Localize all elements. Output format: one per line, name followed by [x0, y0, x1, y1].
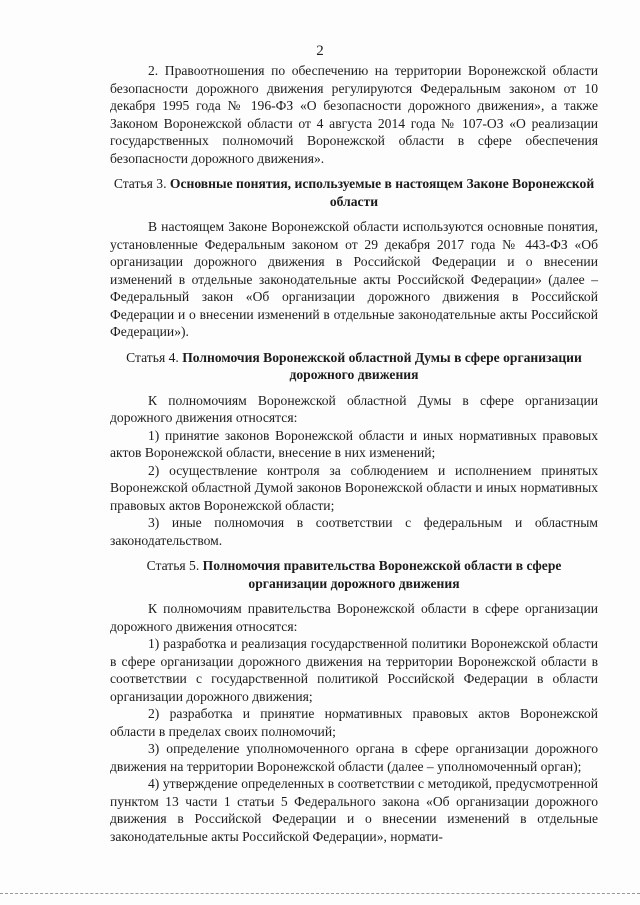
article5-item-3: 3) определение уполномоченного органа в сфере организации дорожного движения на территории Воронежской области (далее – уполномоченный орган); — [110, 741, 598, 774]
article5-title: Полномочия правительства Воронежской области в сфере организации дорожного движения — [202, 558, 562, 591]
page-bottom-edge — [0, 893, 640, 894]
article5-item-2: 2) разработка и принятие нормативных правовых актов Воронежской области в пределах своих полномочий; — [110, 706, 598, 739]
article4-heading — [110, 349, 598, 384]
article4-item-3: 3) иные полномочия в соответствии с федеральным и областным законодательством. — [110, 515, 598, 548]
article4-title: Полномочия Воронежской областной Думы в сфере организации дорожного движения — [182, 349, 582, 382]
article5-intro: К полномочиям правительства Воронежской области в сфере организации дорожного движения относятся: — [110, 601, 598, 634]
article3-label: Статья 3. — [113, 176, 167, 191]
article5-heading — [110, 557, 598, 592]
article3-text: В настоящем Законе Воронежской области используются основные понятия, установленные Федеральным законом от 29 декабря 2017 года № 443-ФЗ «Об организации дорожного движения в Российской Федерации и о внесении изменений в отдельные законодательные акты Российской Федерации» (далее – Федеральный закон «Об организации дорожного движения в Российской Федерации и о внесении изменений в отдельные законодательные акты Российской Федерации»). — [110, 219, 598, 339]
document-body — [110, 62, 598, 845]
article3-title: Основные понятия, используемые в настоящем Законе Воронежской области — [169, 176, 595, 209]
article3-heading — [110, 175, 598, 210]
paragraph-article2-part2: 2. Правоотношения по обеспечению на территории Воронежской области безопасности дорожного движения регулируются Федеральным законом от 10 декабря 1995 года № 196-ФЗ «О безопасности дорожного движения», а также Законом Воронежской области от 4 августа 2014 года № 107-ОЗ «О реализации государственных полномочий Воронежской области в сфере обеспечения безопасности дорожного движения». — [110, 63, 598, 166]
article4-intro: К полномочиям Воронежской областной Думы в сфере организации дорожного движения относятся: — [110, 392, 598, 425]
article4-item-1: 1) принятие законов Воронежской области и иных нормативных правовых актов Воронежской области, внесение в них изменений; — [110, 427, 598, 460]
article5-item-1: 1) разработка и реализация государственной политики Воронежской области в сфере организации дорожного движения на территории Воронежской области в соответствии с государственной политикой Российской Федерации в области организации дорожного движения; — [110, 636, 598, 704]
article4-item-2: 2) осуществление контроля за соблюдением и исполнением принятых Воронежской областной Думой законов Воронежской области и иных нормативных правовых актов Воронежской области; — [110, 462, 598, 513]
article5-label: Статья 5. — [146, 558, 200, 573]
page-number: 2 — [316, 43, 324, 59]
article4-label: Статья 4. — [126, 349, 179, 365]
article5-item-4: 4) утверждение определенных в соответствии с методикой, предусмотренной пунктом 13 части 1 статьи 5 Федерального закона «Об организации дорожного движения в Российской Федерации и о внесении изменений в отдельные законодательные акты Российской Федерации», нормати- — [110, 776, 598, 844]
